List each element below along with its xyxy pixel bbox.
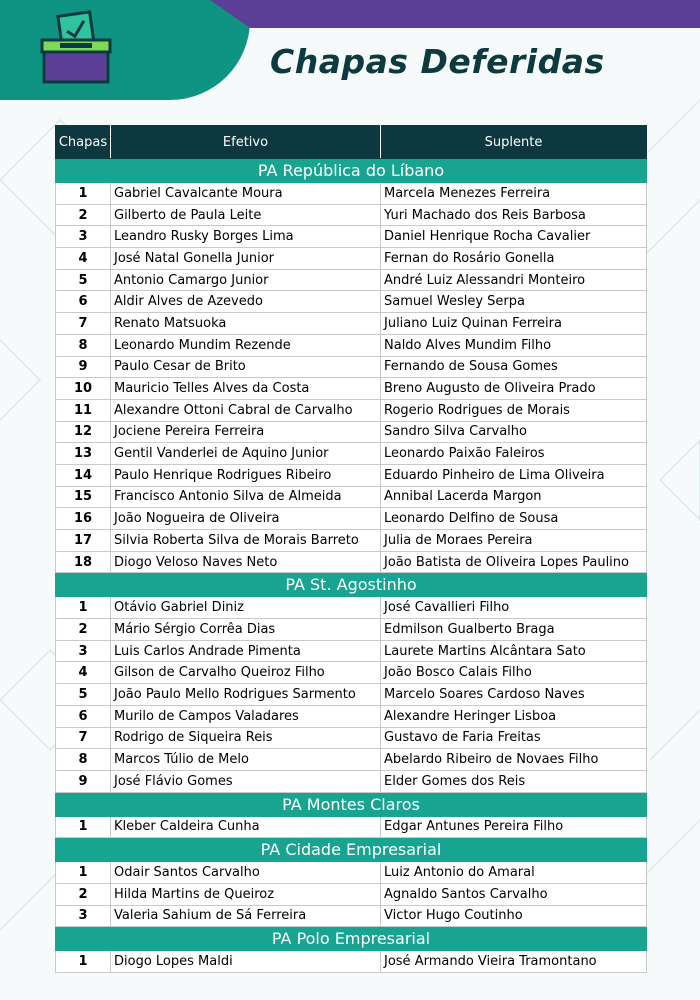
chapa-number: 7 bbox=[56, 727, 111, 749]
efetivo-name: Francisco Antonio Silva de Almeida bbox=[111, 486, 381, 508]
chapa-number: 8 bbox=[56, 334, 111, 356]
suplente-name: Leonardo Paixão Faleiros bbox=[381, 443, 647, 465]
efetivo-name: Kleber Caldeira Cunha bbox=[111, 816, 381, 838]
table-row bbox=[56, 399, 647, 421]
chapa-number: 10 bbox=[56, 378, 111, 400]
efetivo-name: José Flávio Gomes bbox=[111, 770, 381, 792]
section-header-row bbox=[56, 927, 647, 951]
table-row bbox=[56, 421, 647, 443]
table-row bbox=[56, 619, 647, 641]
chapa-number: 3 bbox=[56, 640, 111, 662]
suplente-name: Juliano Luiz Quinan Ferreira bbox=[381, 313, 647, 335]
table-row bbox=[56, 551, 647, 573]
efetivo-name: Gabriel Cavalcante Moura bbox=[111, 183, 381, 205]
suplente-name: Samuel Wesley Serpa bbox=[381, 291, 647, 313]
efetivo-name: Gilson de Carvalho Queiroz Filho bbox=[111, 662, 381, 684]
table-row bbox=[56, 816, 647, 838]
efetivo-name: Murilo de Campos Valadares bbox=[111, 705, 381, 727]
chapa-number: 7 bbox=[56, 313, 111, 335]
table-row bbox=[56, 226, 647, 248]
suplente-name: Rogerio Rodrigues de Morais bbox=[381, 399, 647, 421]
suplente-name: Luiz Antonio do Amaral bbox=[381, 862, 647, 884]
efetivo-name: Luis Carlos Andrade Pimenta bbox=[111, 640, 381, 662]
chapa-number: 2 bbox=[56, 204, 111, 226]
chapa-number: 5 bbox=[56, 684, 111, 706]
efetivo-name: José Natal Gonella Junior bbox=[111, 248, 381, 270]
chapa-number: 1 bbox=[56, 183, 111, 205]
chapa-number: 9 bbox=[56, 356, 111, 378]
efetivo-name: Diogo Veloso Naves Neto bbox=[111, 551, 381, 573]
suplente-name: Julia de Moraes Pereira bbox=[381, 530, 647, 552]
efetivo-name: Renato Matsuoka bbox=[111, 313, 381, 335]
chapa-number: 6 bbox=[56, 705, 111, 727]
table-row bbox=[56, 662, 647, 684]
efetivo-name: Aldir Alves de Azevedo bbox=[111, 291, 381, 313]
table-row bbox=[56, 705, 647, 727]
chapa-number: 3 bbox=[56, 226, 111, 248]
suplente-name: João Batista de Oliveira Lopes Paulino bbox=[381, 551, 647, 573]
efetivo-name: Gentil Vanderlei de Aquino Junior bbox=[111, 443, 381, 465]
efetivo-name: Silvia Roberta Silva de Morais Barreto bbox=[111, 530, 381, 552]
table-row bbox=[56, 486, 647, 508]
chapa-number: 4 bbox=[56, 248, 111, 270]
ballot-box-icon bbox=[36, 10, 116, 86]
section-title: PA Polo Empresarial bbox=[56, 927, 647, 951]
section-title: PA St. Agostinho bbox=[56, 573, 647, 597]
suplente-name: Edgar Antunes Pereira Filho bbox=[381, 816, 647, 838]
table-row bbox=[56, 443, 647, 465]
chapa-number: 1 bbox=[56, 862, 111, 884]
column-header-chapas: Chapas bbox=[56, 126, 111, 159]
chapa-number: 1 bbox=[56, 816, 111, 838]
efetivo-name: Paulo Henrique Rodrigues Ribeiro bbox=[111, 464, 381, 486]
chapa-number: 8 bbox=[56, 749, 111, 771]
table-row bbox=[56, 883, 647, 905]
efetivo-name: João Paulo Mello Rodrigues Sarmento bbox=[111, 684, 381, 706]
efetivo-name: Valeria Sahium de Sá Ferreira bbox=[111, 905, 381, 927]
suplente-name: Eduardo Pinheiro de Lima Oliveira bbox=[381, 464, 647, 486]
table-row bbox=[56, 356, 647, 378]
page-title: Chapas Deferidas bbox=[270, 42, 605, 81]
table-row bbox=[56, 684, 647, 706]
table-row bbox=[56, 204, 647, 226]
chapa-number: 5 bbox=[56, 269, 111, 291]
suplente-name: Gustavo de Faria Freitas bbox=[381, 727, 647, 749]
table-row bbox=[56, 770, 647, 792]
suplente-name: Marcelo Soares Cardoso Naves bbox=[381, 684, 647, 706]
column-header-suplente: Suplente bbox=[381, 126, 647, 159]
suplente-name: Elder Gomes dos Reis bbox=[381, 770, 647, 792]
chapa-number: 1 bbox=[56, 597, 111, 619]
table-body bbox=[56, 159, 647, 973]
chapa-number: 2 bbox=[56, 883, 111, 905]
efetivo-name: Alexandre Ottoni Cabral de Carvalho bbox=[111, 399, 381, 421]
efetivo-name: Otávio Gabriel Diniz bbox=[111, 597, 381, 619]
section-header-row bbox=[56, 792, 647, 816]
efetivo-name: Mauricio Telles Alves da Costa bbox=[111, 378, 381, 400]
chapa-number: 3 bbox=[56, 905, 111, 927]
column-header-efetivo: Efetivo bbox=[111, 126, 381, 159]
suplente-name: Agnaldo Santos Carvalho bbox=[381, 883, 647, 905]
suplente-name: Fernando de Sousa Gomes bbox=[381, 356, 647, 378]
efetivo-name: Rodrigo de Siqueira Reis bbox=[111, 727, 381, 749]
chapa-number: 9 bbox=[56, 770, 111, 792]
chapa-number: 16 bbox=[56, 508, 111, 530]
efetivo-name: Jociene Pereira Ferreira bbox=[111, 421, 381, 443]
efetivo-name: Diogo Lopes Maldi bbox=[111, 951, 381, 973]
chapa-number: 4 bbox=[56, 662, 111, 684]
section-header-row bbox=[56, 159, 647, 183]
section-title: PA Montes Claros bbox=[56, 792, 647, 816]
header-band-shape bbox=[210, 0, 700, 28]
suplente-name: Naldo Alves Mundim Filho bbox=[381, 334, 647, 356]
efetivo-name: Hilda Martins de Queiroz bbox=[111, 883, 381, 905]
efetivo-name: Gilberto de Paula Leite bbox=[111, 204, 381, 226]
table-row bbox=[56, 862, 647, 884]
efetivo-name: Leonardo Mundim Rezende bbox=[111, 334, 381, 356]
table-row bbox=[56, 640, 647, 662]
efetivo-name: Leandro Rusky Borges Lima bbox=[111, 226, 381, 248]
table-row bbox=[56, 905, 647, 927]
table-row bbox=[56, 749, 647, 771]
suplente-name: José Armando Vieira Tramontano bbox=[381, 951, 647, 973]
suplente-name: Edmilson Gualberto Braga bbox=[381, 619, 647, 641]
table-row bbox=[56, 183, 647, 205]
table-row bbox=[56, 530, 647, 552]
suplente-name: Annibal Lacerda Margon bbox=[381, 486, 647, 508]
suplente-name: Breno Augusto de Oliveira Prado bbox=[381, 378, 647, 400]
chapa-number: 6 bbox=[56, 291, 111, 313]
table-row bbox=[56, 269, 647, 291]
efetivo-name: Mário Sérgio Corrêa Dias bbox=[111, 619, 381, 641]
section-title: PA Cidade Empresarial bbox=[56, 838, 647, 862]
table-row bbox=[56, 291, 647, 313]
suplente-name: Daniel Henrique Rocha Cavalier bbox=[381, 226, 647, 248]
chapa-number: 14 bbox=[56, 464, 111, 486]
suplente-name: Abelardo Ribeiro de Novaes Filho bbox=[381, 749, 647, 771]
table-row bbox=[56, 334, 647, 356]
chapa-number: 15 bbox=[56, 486, 111, 508]
chapa-number: 12 bbox=[56, 421, 111, 443]
suplente-name: Marcela Menezes Ferreira bbox=[381, 183, 647, 205]
table-row bbox=[56, 378, 647, 400]
section-header-row bbox=[56, 573, 647, 597]
table-row bbox=[56, 248, 647, 270]
chapas-table bbox=[55, 125, 647, 973]
chapa-number: 13 bbox=[56, 443, 111, 465]
table-row bbox=[56, 313, 647, 335]
efetivo-name: Odair Santos Carvalho bbox=[111, 862, 381, 884]
chapa-number: 17 bbox=[56, 530, 111, 552]
efetivo-name: Paulo Cesar de Brito bbox=[111, 356, 381, 378]
suplente-name: Victor Hugo Coutinho bbox=[381, 905, 647, 927]
chapa-number: 18 bbox=[56, 551, 111, 573]
chapa-number: 2 bbox=[56, 619, 111, 641]
section-header-row bbox=[56, 838, 647, 862]
table-row bbox=[56, 508, 647, 530]
efetivo-name: Antonio Camargo Junior bbox=[111, 269, 381, 291]
table-row bbox=[56, 951, 647, 973]
table-row bbox=[56, 727, 647, 749]
chapa-number: 1 bbox=[56, 951, 111, 973]
efetivo-name: Marcos Túlio de Melo bbox=[111, 749, 381, 771]
chapa-number: 11 bbox=[56, 399, 111, 421]
suplente-name: José Cavallieri Filho bbox=[381, 597, 647, 619]
table-row bbox=[56, 597, 647, 619]
suplente-name: Laurete Martins Alcântara Sato bbox=[381, 640, 647, 662]
suplente-name: Yuri Machado dos Reis Barbosa bbox=[381, 204, 647, 226]
suplente-name: André Luiz Alessandri Monteiro bbox=[381, 269, 647, 291]
table-row bbox=[56, 464, 647, 486]
suplente-name: Leonardo Delfino de Sousa bbox=[381, 508, 647, 530]
section-title: PA República do Líbano bbox=[56, 159, 647, 183]
table-header-row bbox=[56, 126, 647, 159]
efetivo-name: João Nogueira de Oliveira bbox=[111, 508, 381, 530]
suplente-name: João Bosco Calais Filho bbox=[381, 662, 647, 684]
suplente-name: Fernan do Rosário Gonella bbox=[381, 248, 647, 270]
suplente-name: Alexandre Heringer Lisboa bbox=[381, 705, 647, 727]
suplente-name: Sandro Silva Carvalho bbox=[381, 421, 647, 443]
